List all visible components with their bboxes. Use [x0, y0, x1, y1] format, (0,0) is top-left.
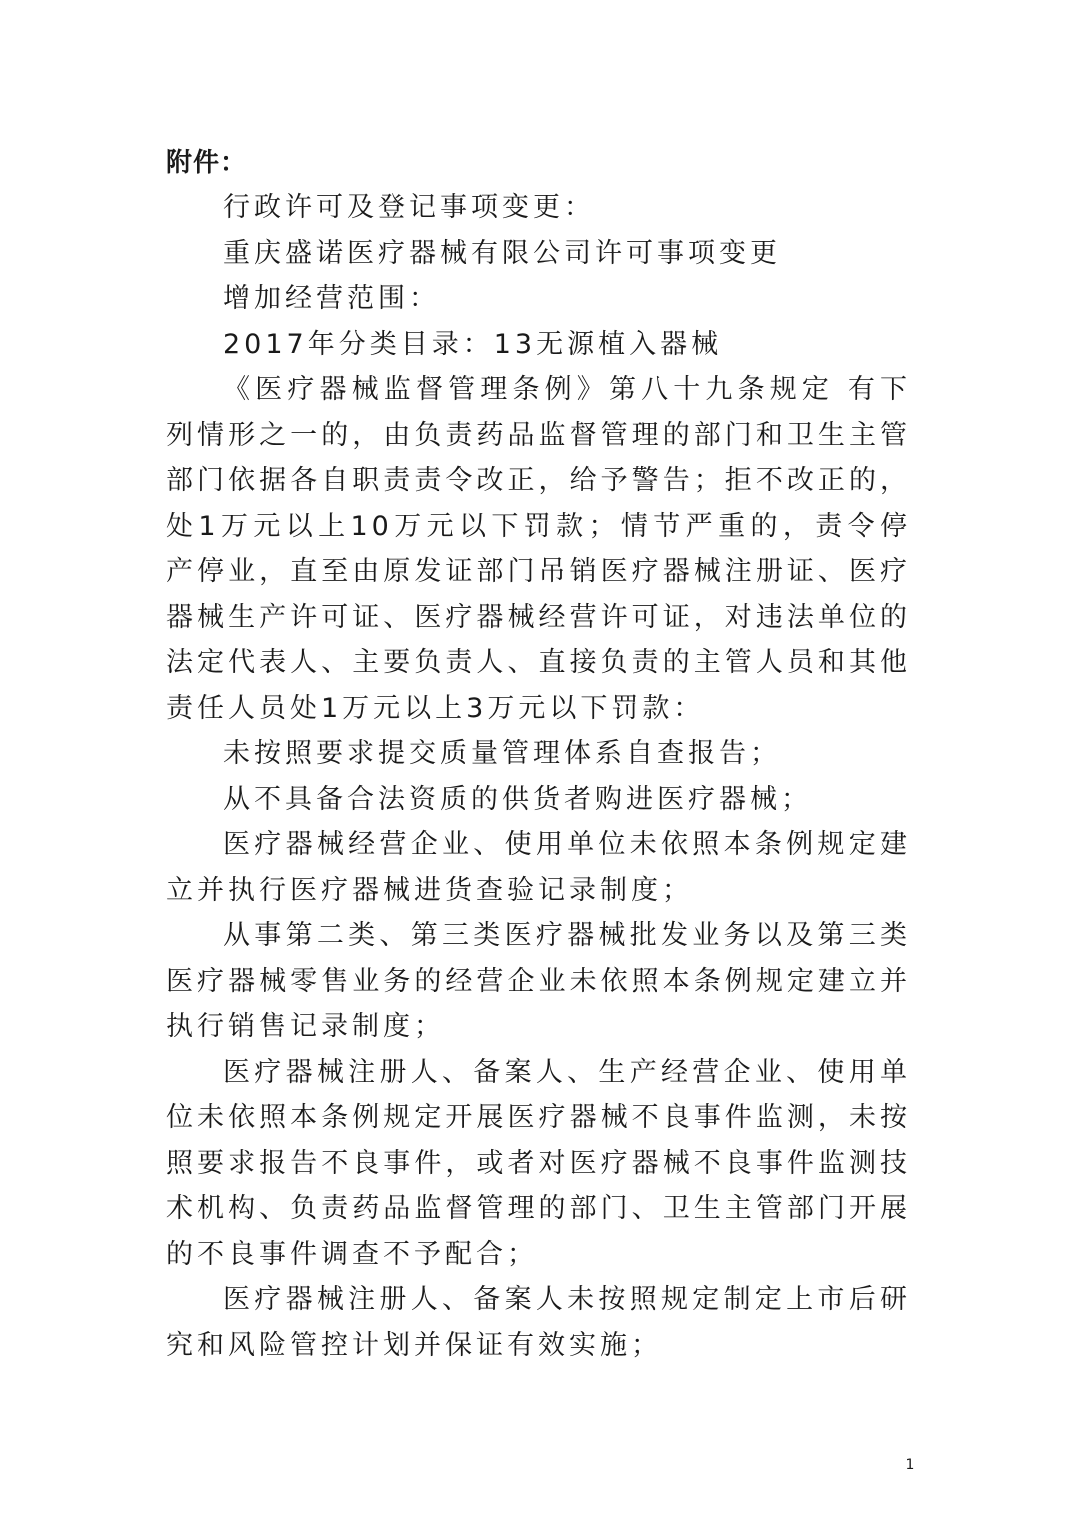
paragraph-catalog: 2017年分类目录：13无源植入器械	[223, 328, 723, 360]
paragraph-add-scope: 增加经营范围：	[223, 283, 440, 314]
paragraph-item-post-market-plan: 医疗器械注册人、备案人未按照规定制定上市后研究和风险管控计划并保证有效实施；	[166, 1284, 911, 1361]
paragraph-item-unqualified-supplier: 从不具备合法资质的供货者购进医疗器械；	[223, 783, 812, 815]
paragraph-item-self-inspection: 未按照要求提交质量管理体系自查报告；	[223, 738, 781, 769]
paragraph-item-sales-record: 从事第二类、第三类医疗器械批发业务以及第三类医疗器械零售业务的经营企业未依照本条例规定建立并执行销售记录制度；	[166, 920, 911, 1042]
document-body	[166, 185, 911, 1368]
attachment-heading: 附件：	[166, 148, 248, 178]
paragraph-item-adverse-event: 医疗器械注册人、备案人、生产经营企业、使用单位未依照本条例规定开展医疗器械不良事件监测，未按照要求报告不良事件，或者对医疗器械不良事件监测技术机构、负责药品监督管理的部门、卫生主管部门开展的不良事件调查不予配合；	[166, 1056, 911, 1270]
paragraph-regulation-article-89: 《医疗器械监督管理条例》第八十九条规定 有下列情形之一的，由负责药品监督管理的部门和卫生主管部门依据各自职责责令改正，给予警告；拒不改正的，处1万元以上10万元以下罚款；情节严重的，责令停产停业，直至由原发证部门吊销医疗器械注册证、医疗器械生产许可证、医疗器械经营许可证，对违法单位的法定代表人、主要负责人、直接负责的主管人员和其他责任人员处1万元以上3万元以下罚款：	[166, 374, 911, 724]
paragraph-item-purchase-inspection: 医疗器械经营企业、使用单位未依照本条例规定建立并执行医疗器械进货查验记录制度；	[166, 829, 911, 906]
page-number: 1	[905, 1457, 915, 1473]
paragraph-company-change: 重庆盛诺医疗器械有限公司许可事项变更	[223, 237, 781, 269]
paragraph-admin-license-change: 行政许可及登记事项变更：	[223, 192, 595, 223]
